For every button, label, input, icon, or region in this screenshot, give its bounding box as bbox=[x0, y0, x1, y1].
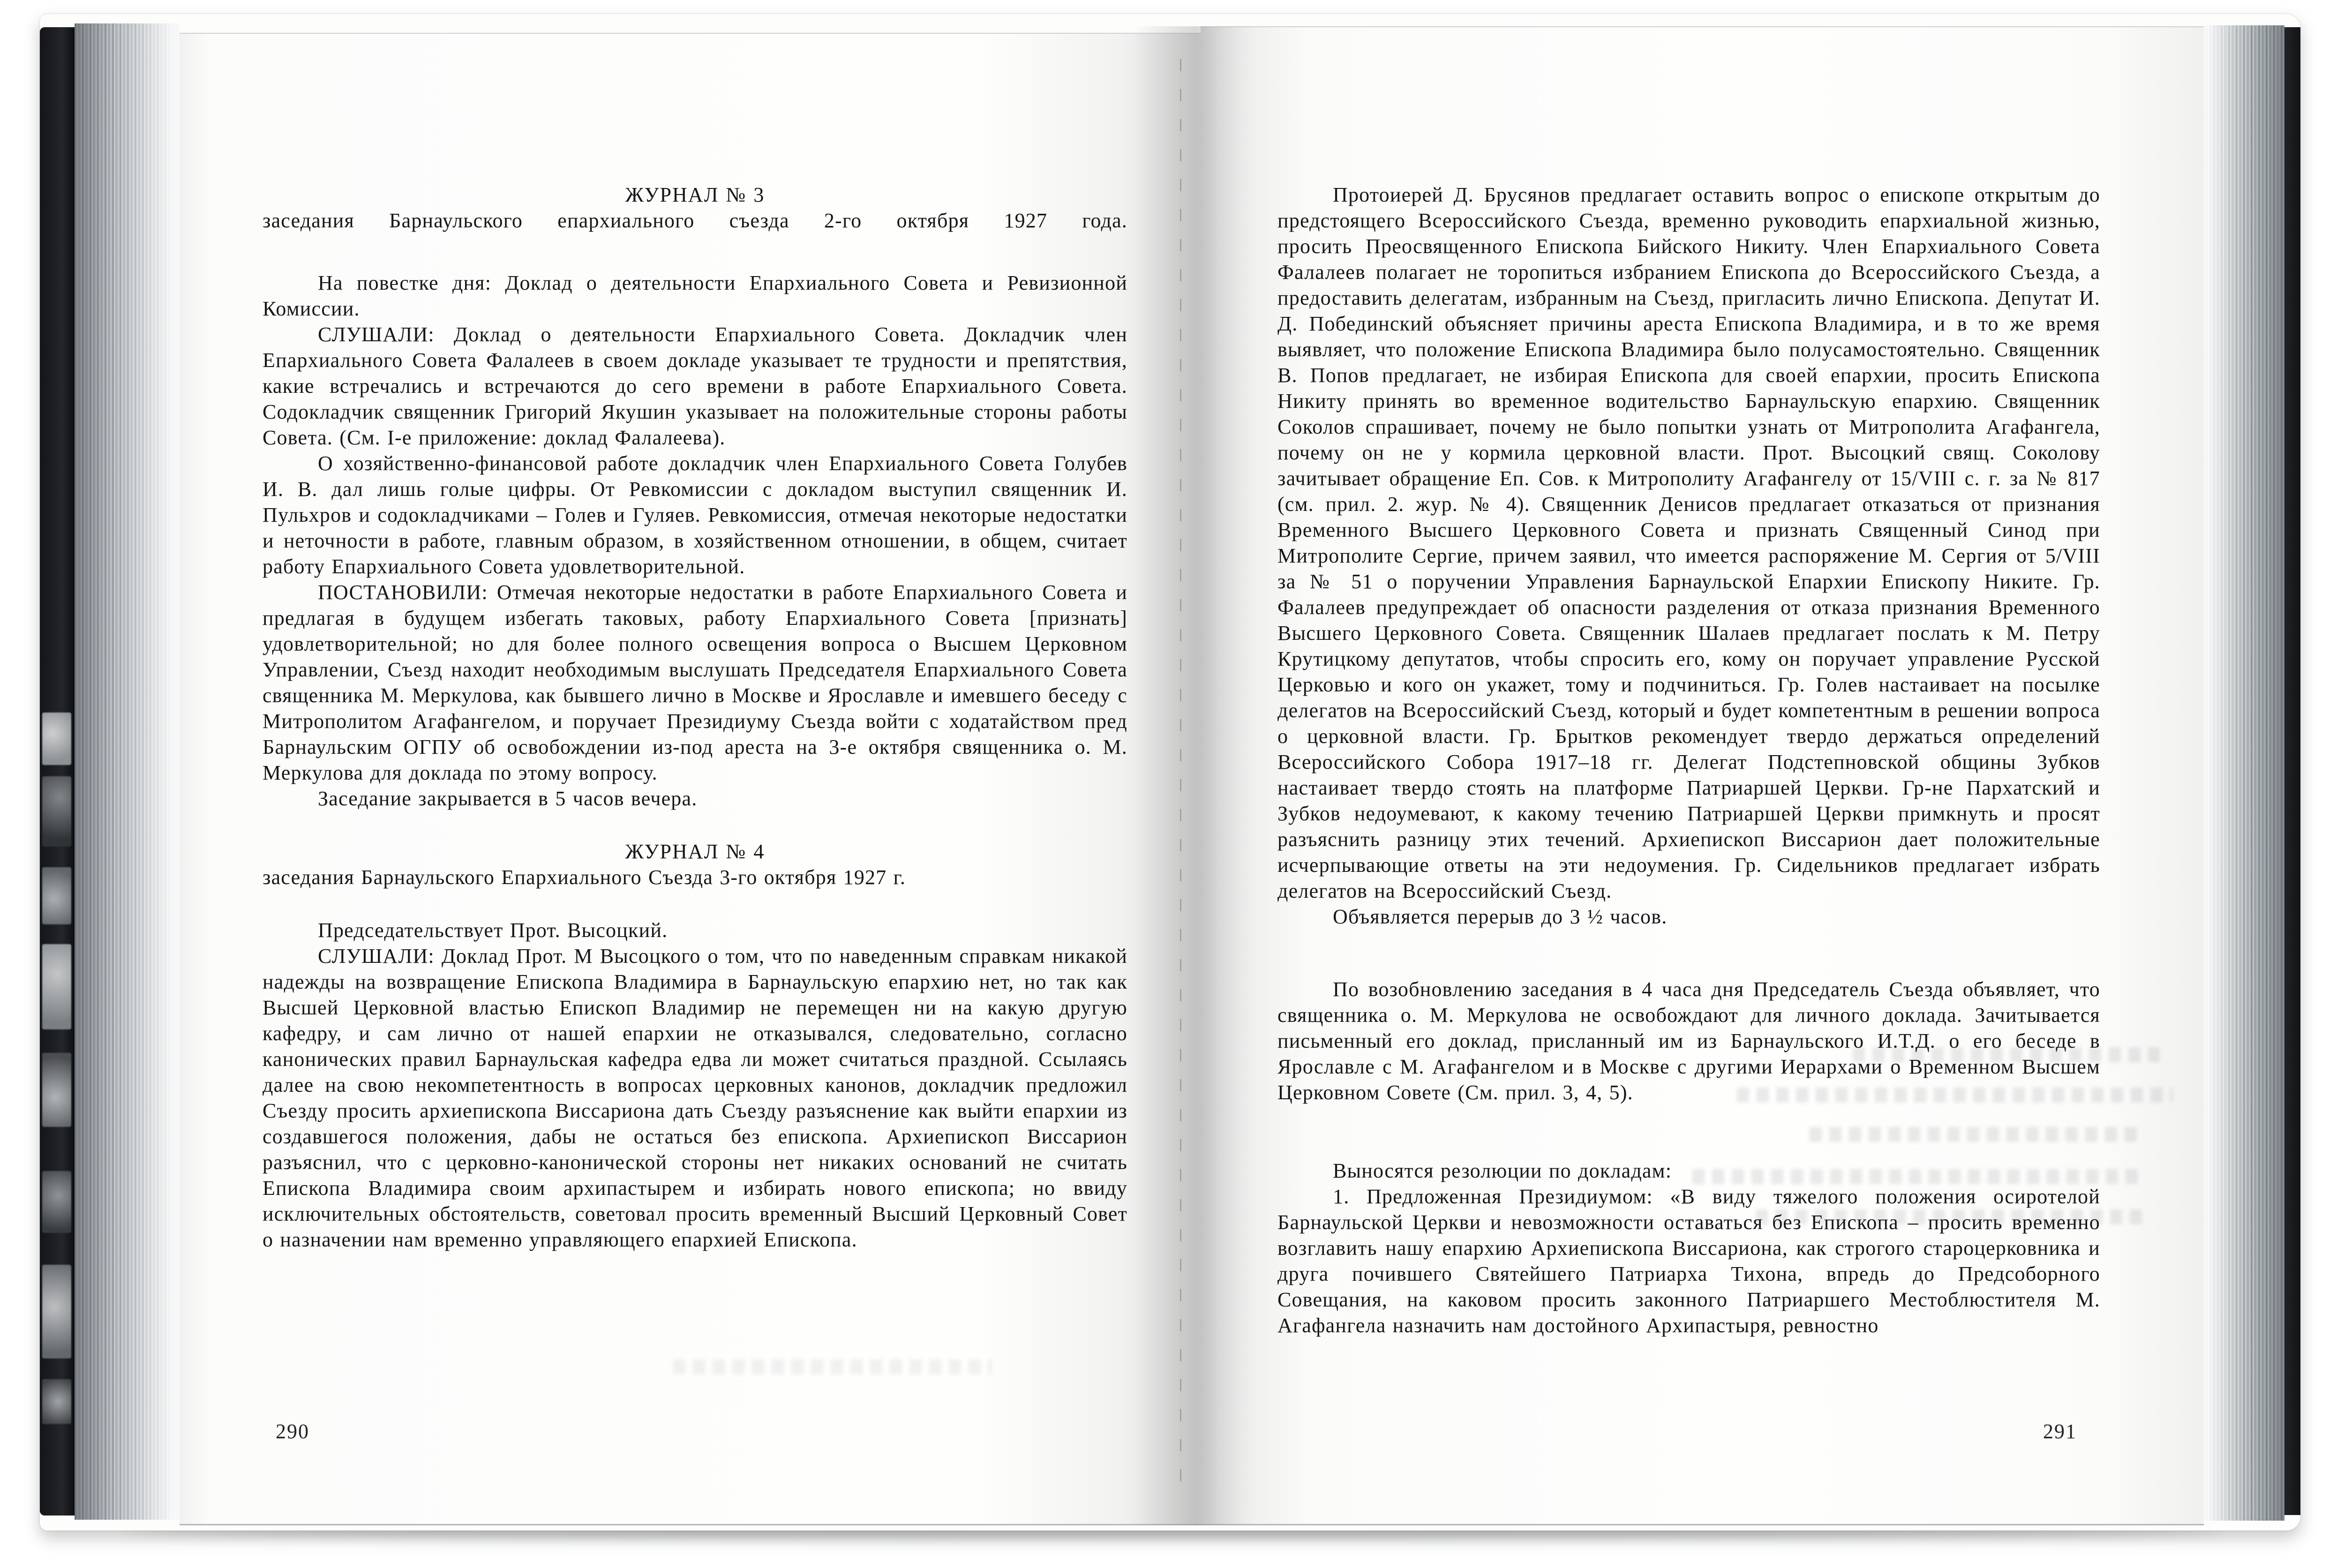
paragraph: О хозяйственно-финансовой работе докладчик член Епархиального Совета Голубев И. В. дал лишь голые цифры. От Ревкомиссии с докладом выступил священник И. Пульхров и содокладчиками – Голев и Гуляев. Ревкомиссия, отмечая некоторые недостатки и неточности в работе, главным образом, в хозяйственном отношении, в общем, считает работу Епархиального Совета удовлетворительной. bbox=[263, 452, 1127, 578]
spacer bbox=[1277, 1105, 2100, 1158]
spacer bbox=[263, 890, 1127, 917]
cover-photo-fragment bbox=[42, 944, 71, 1029]
paragraph: По возобновлению заседания в 4 часа дня Председатель Съезда объявляет, что священника о. М. Меркулова не освобождают для личного доклада. Зачитывается письменный его доклад, присланный им из Барнаульского И.Т.Д. о его беседе в Ярославле с М. Агафангелом и в Москве с другими Иерархами о Временном Высшем Церковном Совете (См. прил. 3, 4, 5). bbox=[1277, 978, 2100, 1104]
book-front-cover-edge bbox=[40, 27, 75, 1515]
cover-photo-fragment bbox=[42, 713, 71, 765]
left-page-text-block bbox=[263, 182, 1127, 1253]
cover-photo-fragment bbox=[42, 867, 71, 924]
paragraph: На повестке дня: Доклад о деятельности Епархиального Совета и Ревизионной Комиссии. bbox=[263, 271, 1127, 320]
page-number-right: 291 bbox=[2043, 1420, 2077, 1443]
spacer bbox=[1277, 930, 2100, 976]
journal-3-heading: ЖУРНАЛ № 3 bbox=[625, 183, 765, 206]
journal-4-heading: ЖУРНАЛ № 4 bbox=[625, 840, 765, 863]
cover-photo-fragment bbox=[42, 1171, 71, 1233]
page-number-left: 290 bbox=[276, 1420, 309, 1443]
cover-photo-fragment bbox=[42, 1053, 71, 1127]
paragraph: ПОСТАНОВИЛИ: Отмечая некоторые недостатки в работе Епархиального Совета и предлагая в будущем избегать таковых, работу Епархиального Совета [признать] удовлетворительной; но для более полного освещения вопроса о Высшем Церковном Управлении, Съезд находит необходимым выслушать Председателя Епархиального Совета священника М. Меркулова, как бывшего лично в Москве и Ярославле и имевшего беседу с Митрополитом Агафангелом, и поручает Президиуму Съезда войти с ходатайством пред Барнаульским ОГПУ об освобождении из-под ареста на 3-е октября священника о. М. Меркулова для доклада по этому вопросу. bbox=[263, 581, 1127, 784]
cover-photo-fragment bbox=[42, 1265, 71, 1358]
paragraph: Выносятся резолюции по докладам: bbox=[1333, 1159, 1672, 1182]
paragraph: 1. Предложенная Президиумом: «В виду тяжелого положения осиротелой Барнаульской Церкви и невозможности оставаться без Епископа – просить временно возглавить нашу епархию Архиепископа Виссариона, как строгого староцерковника и друга почившего Святейшего Патриарха Тихона, впредь до Предсоборного Совещания, на каковом просить законного Патриаршего Местоблюстителя М. Агафангела назначить нам достойного Архипастыря, ревностно bbox=[1277, 1185, 2100, 1337]
paragraph: Объявляется перерыв до 3 ½ часов. bbox=[1333, 905, 1668, 928]
book-back-cover-edge bbox=[2284, 27, 2300, 1515]
journal-4-subheading: заседания Барнаульского Епархиального Съезда 3-го октября 1927 г. bbox=[263, 866, 906, 889]
paragraph: Заседание закрывается в 5 часов вечера. bbox=[318, 787, 698, 810]
page-edges-right bbox=[2204, 25, 2284, 1521]
spacer bbox=[263, 233, 1127, 270]
journal-3-subheading: заседания Барнаульского епархиального съезда 2-го октября 1927 года. bbox=[263, 209, 1127, 232]
paragraph: СЛУШАЛИ: Доклад Прот. М Высоцкого о том, что по наведенным справкам никакой надежды на возвращение Епископа Владимира в Барнаульскую епархию нет, но так как Высшей Церковной властью Епископ Владимир не перемещен ни на какую другую кафедру, и сам лично от нашей епархии не отказывался, следовательно, согласно канонических правил Барнаульская кафедра едва ли может считаться праздной. Ссылаясь далее на свою некомпетентность в вопросах церковных канонов, докладчик предложил Съезду просить архиепископа Виссариона дать Съезду разъяснение как выйти епархии из создавшегося положения, дабы не остаться без епископа. Архиепископ Виссарион разъяснил, что с церковно-канонической стороны нет никаких оснований не считать Епископа Владимира своим архипастырем и избирать нового епископа; но ввиду исключительных обстоятельств, советовал просить временный Высший Церковный Совет о назначении нам временно управляющего епархией Епископа. bbox=[263, 945, 1127, 1251]
bleedthrough-line bbox=[673, 1359, 992, 1374]
spacer bbox=[263, 811, 1127, 839]
paragraph: СЛУШАЛИ: Доклад о деятельности Епархиального Совета. Докладчик член Епархиального Совета Фалалеев в своем докладе указывает те трудности и препятствия, какие встречались и встречаются до сего времени в работе Епархиального Совета. Содокладчик священник Григорий Якушин указывает на положительные стороны работы Совета. (См. I-е приложение: доклад Фалалеева). bbox=[263, 323, 1127, 449]
page-edges-left bbox=[75, 23, 180, 1520]
cover-photo-fragment bbox=[42, 1379, 71, 1424]
cover-photo-fragment bbox=[42, 776, 71, 847]
right-page-text-block bbox=[1277, 182, 2100, 1338]
binding-stitch-line bbox=[1180, 59, 1181, 1490]
paragraph: Председательствует Прот. Высоцкий. bbox=[318, 919, 668, 942]
paragraph: Протоиерей Д. Брусянов предлагает оставить вопрос о епископе открытым до предстоящего Всероссийского Съезда, временно руководить епархиальной жизнью, просить Преосвященного Епископа Бийского Никиту. Член Епархиального Совета Фалалеев полагает не торопиться избранием Епископа до Всероссийского Съезда, а предоставить делегатам, избранным на Съезд, пригласить лично Епископа. Депутат И. Д. Побединский объясняет причины ареста Епископа Владимира, и в то же время выявляет, что положение Епископа Владимира было полусамостоятельно. Священник В. Попов предлагает, не избирая Епископа для своей епархии, просить Епископа Никиту принять во временное водительство Барнаульскую епархию. Священник Соколов спрашивает, почему не было попытки узнать от Митрополита Агафангела, почему он не у кормила церковной власти. Прот. Высоцкий свящ. Соколову зачитывает обращение Еп. Сов. к Митрополиту Агафангелу от 15/VIII с. г. за № 817 (см. прил. 2. жур. № 4). Священник Денисов предлагает отказаться от признания Временного Высшего Церковного Совета и признать Священный Синод при Митрополите Сергие, причем заявил, что имеется распоряжение М. Сергия от 5/VIII за № 51 о поручении Управления Барнаульской Епархии Епископу Никите. Гр. Фалалеев предупреждает об опасности разделения от отказа признания Временного Высшего Церковного Совета. Священник Шалаев предлагает послать к М. Петру Крутицкому депутатов, чтобы спросить его, кому он поручает управление Русской Церковью и кого он укажет, тому и подчиниться. Гр. Голев настаивает на посылке делегатов на Всероссийский Съезд, который и будет компетентным в решении вопроса о церковной власти. Гр. Брытков рекомендует твердо держаться определений Всероссийского Собора 1917–18 гг. Делегат Подстепновской общины Зубков настаивает твердо стоять на платформе Патриаршей Церкви. Гр-не Пархатский и Зубков недоумевают, к какому течению Патриаршей Церкви примкнуть и просят разъяснить разницу этих течений. Архиепископ Виссарион дает положительные исчерпывающие ответы на эти недоумения. Гр. Сидельников предлагает избрать делегатов на Всероссийский Съезд. bbox=[1277, 183, 2100, 902]
